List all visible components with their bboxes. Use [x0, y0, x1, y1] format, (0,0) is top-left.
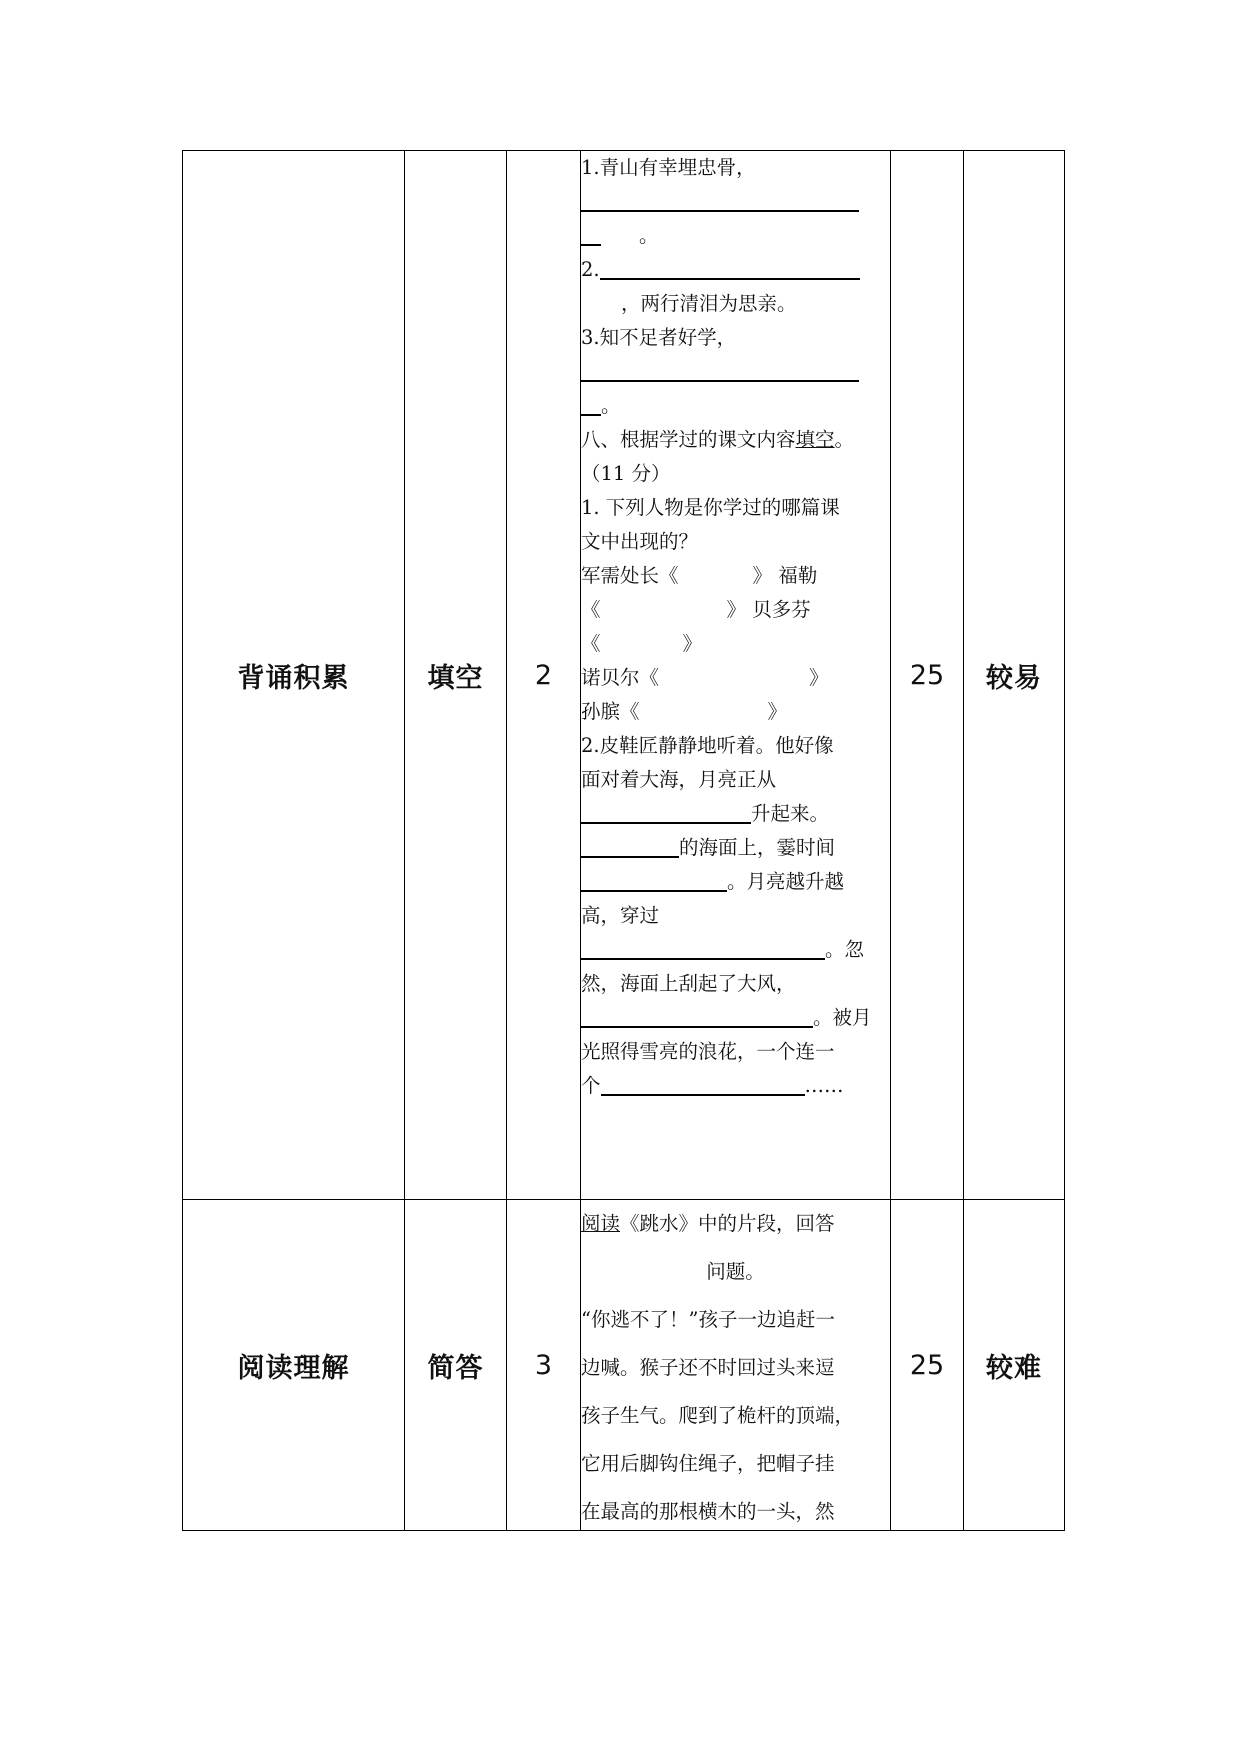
content-line: 文中出现的？: [581, 530, 699, 553]
content-text: 2.: [581, 258, 600, 281]
content-line: [581, 287, 890, 321]
category-cell: 阅读理解: [183, 1200, 405, 1531]
table-row: [183, 1200, 1065, 1531]
content-line: 孩子生气。爬到了桅杆的顶端，: [581, 1404, 855, 1427]
content-line: 3.知不足者好学，: [581, 326, 737, 349]
table-row: [183, 151, 1065, 1200]
content-line: （11 分）: [581, 462, 671, 485]
content-text: 。月亮越升越: [727, 870, 845, 893]
content-line: 1. 下列人物是你学过的哪篇课: [581, 496, 840, 519]
content-line: “你逃不了！”孩子一边追赶一: [581, 1308, 835, 1331]
content-text: 八、根据学过的课文内容: [581, 428, 796, 451]
content-line: 1.青山有幸埋忠骨，: [581, 156, 756, 179]
answer-blank: [581, 1002, 813, 1028]
exam-table: [182, 150, 1065, 1531]
content-line: [581, 831, 890, 865]
question-number-cell: 2: [507, 151, 581, 1200]
content-line: 问题。: [706, 1260, 765, 1283]
content-line: 光照得雪亮的浪花，一个连一: [581, 1040, 835, 1063]
content-line: [581, 627, 890, 661]
content-line: 高，穿过: [581, 904, 660, 927]
content-text: 诺贝尔《: [581, 666, 660, 689]
content-line: [581, 933, 890, 967]
content-text: 个: [581, 1074, 601, 1097]
content-line: [581, 389, 890, 423]
content-line: [581, 1200, 890, 1248]
difficulty-cell: 较难: [964, 1200, 1065, 1531]
content-line: 然，海面上刮起了大风，: [581, 972, 796, 995]
answer-blank: [581, 934, 825, 960]
content-text: 的海面上，霎时间: [679, 836, 836, 859]
content-line: [581, 865, 890, 899]
content-text: 》 福勒: [752, 564, 818, 587]
content-text: 《: [581, 632, 601, 655]
content-line: [581, 559, 890, 593]
question-type-cell: 简答: [405, 1200, 507, 1531]
content-line: [581, 695, 890, 729]
content-text: 。被月: [813, 1006, 872, 1029]
content-line: 边喊。猴子还不时回过头来逗: [581, 1356, 835, 1379]
content-text: 军需处长《: [581, 564, 679, 587]
question-content-cell: [581, 151, 891, 1200]
question-number-cell: 3: [507, 1200, 581, 1531]
content-text: 《: [581, 598, 601, 621]
content-line: [581, 253, 890, 287]
content-text: 阅读: [581, 1212, 621, 1235]
answer-blank: [581, 356, 859, 382]
content-text: 。: [601, 394, 621, 417]
content-text: 。: [834, 428, 855, 451]
question-content-cell: [581, 1200, 891, 1531]
answer-blank: [581, 832, 679, 858]
content-text: 。忽: [825, 938, 865, 961]
content-line: [581, 185, 890, 219]
content-text: 》: [809, 666, 829, 689]
answer-blank: [600, 254, 860, 280]
content-line: [581, 593, 890, 627]
content-text: ，两行清泪为思亲。: [621, 292, 797, 315]
content-line: [581, 661, 890, 695]
content-text: 》 贝多芬: [726, 598, 811, 621]
content-line: 它用后脚钩住绳子，把帽子挂: [581, 1452, 835, 1475]
question-type-cell: 填空: [405, 151, 507, 1200]
difficulty-cell: 较易: [964, 151, 1065, 1200]
content-line: [581, 355, 890, 389]
score-cell: 25: [891, 1200, 964, 1531]
content-text: ……: [804, 1074, 844, 1097]
answer-blank: [581, 220, 601, 246]
answer-blank: [581, 186, 859, 212]
content-text: 孙膑《: [581, 700, 640, 723]
content-text: 》: [767, 700, 788, 723]
content-line: [581, 423, 890, 457]
answer-blank: [581, 866, 727, 892]
score-cell: 25: [891, 151, 964, 1200]
content-text: 升起来。: [751, 802, 830, 825]
content-line: 2.皮鞋匠静静地听着。他好像: [581, 734, 834, 757]
content-line: 在最高的那根横木的一头，然: [581, 1500, 835, 1523]
content-text: 填空: [795, 428, 835, 451]
content-text: 》: [682, 632, 703, 655]
content-text: 《跳水》中的片段，回答: [620, 1212, 835, 1235]
answer-blank: [581, 798, 751, 824]
category-cell: 背诵积累: [183, 151, 405, 1200]
content-line: [581, 1069, 890, 1103]
content-line: 面对着大海，月亮正从: [581, 768, 777, 791]
content-line: [581, 219, 890, 253]
answer-blank: [581, 390, 601, 416]
content-line: [581, 1001, 890, 1035]
content-text: 。: [639, 224, 659, 247]
content-line: [581, 797, 890, 831]
answer-blank: [601, 1070, 805, 1096]
